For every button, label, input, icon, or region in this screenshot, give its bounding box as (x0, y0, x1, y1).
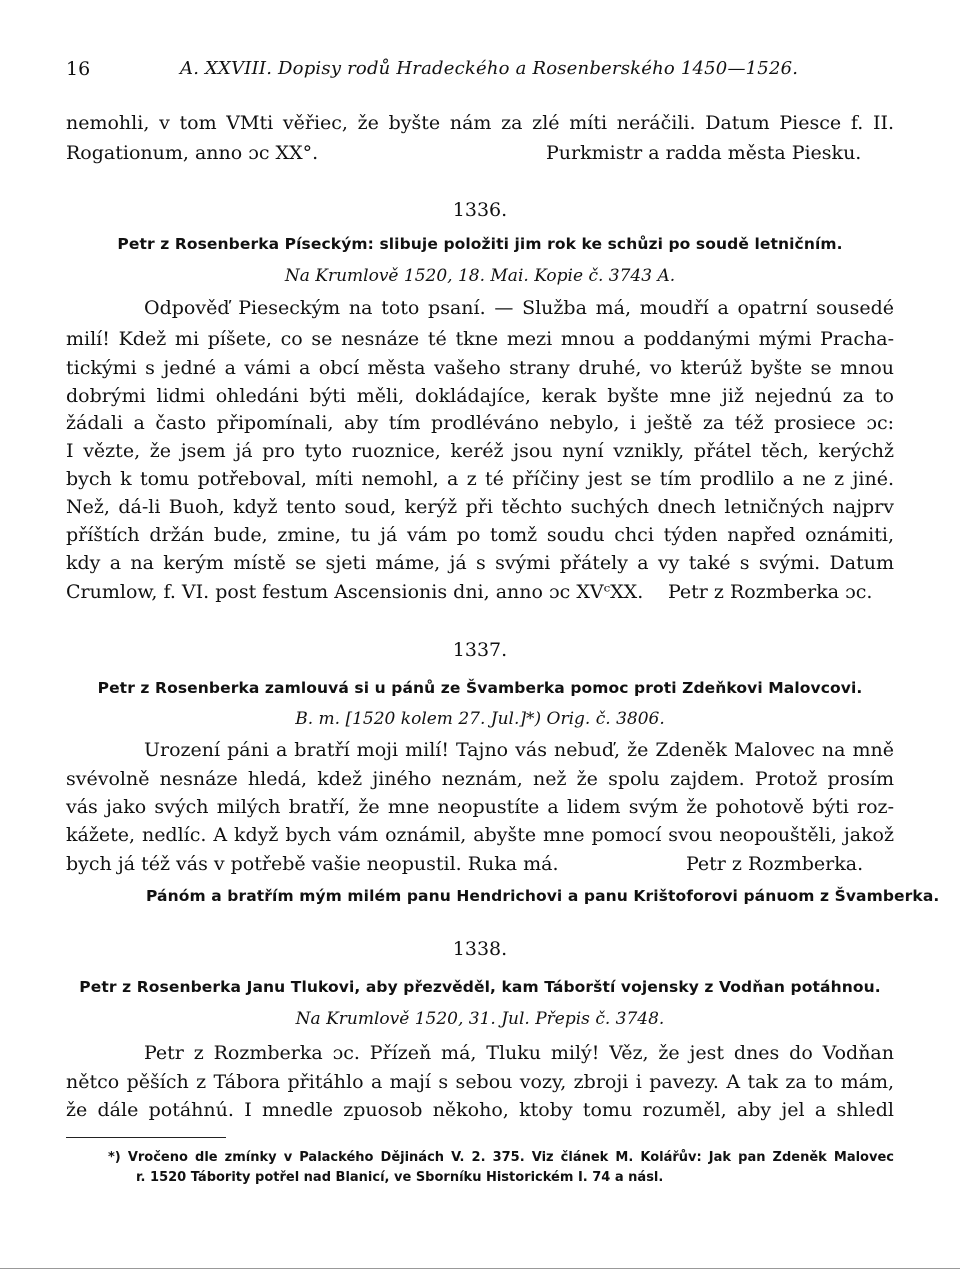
entry-text-line: žádali a často připomínali, aby tím prodléváno nebylo, i ještě za též prosiece ɔc: (66, 412, 894, 434)
entry-address-1337: Pánóm a bratřím mým milém panu Hendrichovi a panu Krištoforovi pánuom z Švamberka. (146, 887, 940, 905)
entry-number-1337: 1337. (452, 639, 508, 661)
entry-text-line: Než, dá-li Buoh, když tento soud, kerýž při těchto suchých dnech letničných najprv (66, 496, 894, 518)
entry-text-line: že dále potáhnú. I mnedle zpuosob někoho, ktoby tomu rozuměl, aby jel a shledl (66, 1099, 894, 1121)
carryover-dating: Rogationum, anno ɔc XX°. (66, 142, 319, 164)
running-title: A. XXVIII. Dopisy rodů Hradeckého a Rosenberského 1450—1526. (180, 58, 799, 79)
entry-text-line: milí! Kdež mi píšete, co se nesnáze té tkne mezi mnou a poddanými mými Pracha- (66, 328, 894, 350)
entry-text-line: kážete, nedlíc. A když bych vám oznámil, abyšte mne pomocí svou neopouštěli, jakož (66, 824, 894, 846)
entry-text-last-1337: bych já též vás v potřebě vašie neopustil. Ruka má. (66, 853, 559, 875)
entry-text-line: Urození páni a bratří moji milí! Tajno vás nebuď, že Zdeněk Malovec na mně (144, 739, 894, 761)
entry-text-line: příštích držán bude, zmine, tu já vám po tomž soudu chci týden napřed oznámiti, (66, 524, 894, 546)
entry-closing-line-1337 (66, 852, 894, 876)
entry-source-1338: Na Krumlově 1520, 31. Jul. Přepis č. 3748. (295, 1009, 665, 1029)
entry-heading-1338: Petr z Rosenberka Janu Tlukovi, aby přezvěděl, kam Táborští vojensky z Vodňan potáhnou. (79, 978, 881, 996)
page-bottom-edge (0, 1268, 960, 1269)
entry-heading-1337: Petr z Rosenberka zamlouvá si u pánů ze Švamberka pomoc proti Zdeňkovi Malovcovi. (97, 679, 863, 697)
carryover-signature: Purkmistr a radda města Piesku. (546, 142, 862, 164)
entry-text-line: Odpověď Pieseckým na toto psaní. — Služba má, moudří a opatrní sousedé (144, 297, 894, 319)
entry-text-line: tickými s jedné a vámi a obcí města vašeho strany druhé, vo kterúž byšte se mnou (66, 357, 894, 379)
carryover-line-2 (66, 141, 894, 165)
entry-text-line: bych k tomu potřeboval, míti nemohl, a z té příčiny jest se tím prodlilo a ne z jiné. (66, 468, 894, 490)
entry-number-1336: 1336. (452, 199, 508, 221)
entry-number-1338: 1338. (452, 938, 508, 960)
entry-text-line: kdy a na kerým místě se sjeti máme, já s svými přátely a vy také s svými. Datum (66, 552, 894, 574)
entry-text-line: I vězte, že jsem já pro tyto ruoznice, keréž jsou nyní vznikly, přátel těch, kerýchž (66, 440, 894, 462)
entry-text-line: svévolně nesnáze hledá, kdež jiného neznám, než že spolu zajdem. Protož prosím (66, 768, 894, 790)
entry-signature-1336: Petr z Rozmberka ɔc. (668, 581, 873, 603)
entry-text-line: dobrými lidmi ohledáni býti měli, dokládajíce, kerak byšte mne již nejednú za to (66, 385, 894, 407)
carryover-line-1: nemohli, v tom VMti věřiec, že byšte nám za zlé míti neráčili. Datum Piesce f. II. (66, 112, 894, 134)
entry-signature-1337: Petr z Rozmberka. (686, 853, 864, 875)
entry-source-1337: B. m. [1520 kolem 27. Jul.]*) Orig. č. 3806. (295, 709, 665, 729)
running-header (66, 58, 894, 88)
page-number: 16 (66, 58, 91, 80)
entry-text-line: Petr z Rozmberka ɔc. Přízeň má, Tluku milý! Věz, že jest dnes do Vodňan (144, 1042, 894, 1064)
entry-heading-1336: Petr z Rosenberka Píseckým: slibuje položiti jim rok ke schůzi po soudě letničním. (117, 235, 843, 253)
entry-source-1336: Na Krumlově 1520, 18. Mai. Kopie č. 3743 A. (284, 266, 676, 286)
entry-closing-line-1336 (66, 580, 894, 604)
entry-dating-1336: Crumlow, f. VI. post festum Ascensionis dni, anno ɔc XVᶜXX. (66, 581, 644, 603)
entry-text-line: nětco pěších z Tábora přitáhlo a mají s sebou vozy, zbroji i pavezy. A tak za to mám, (66, 1071, 894, 1093)
entry-text-line: vás jako svých milých bratří, že mne neopustíte a lidem svým že pohotově býti roz- (66, 796, 894, 818)
footnote-rule (66, 1137, 226, 1138)
footnote-line-1: *) Vročeno dle zmínky v Palackého Dějinách V. 2. 375. Viz článek M. Kolářův: Jak pan Zdeněk Malovec (108, 1150, 894, 1165)
footnote-line-2: r. 1520 Tábority potřel nad Blanicí, ve Sborníku Historickém I. 74 a násl. (136, 1170, 664, 1185)
